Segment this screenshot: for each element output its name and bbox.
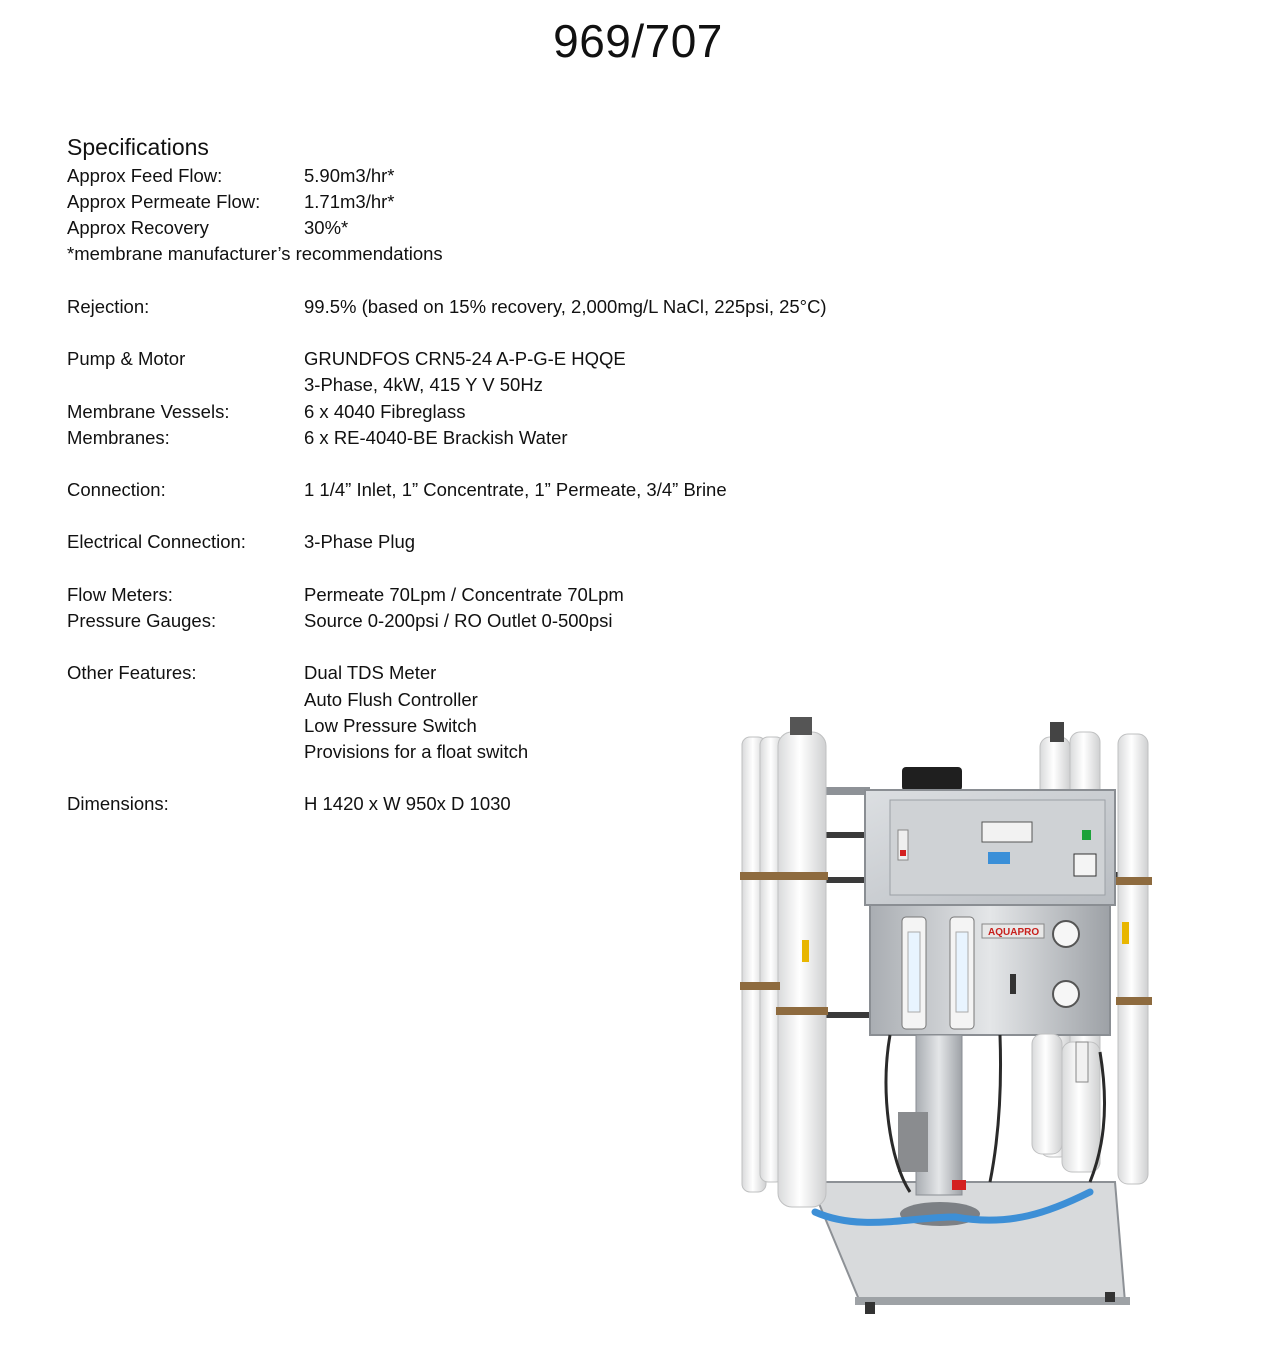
- aquapro-logo: AQUAPRO: [988, 927, 1040, 938]
- spec-label: Approx Permeate Flow:: [67, 191, 261, 212]
- spec-value: 30%*: [304, 217, 349, 238]
- membranes-value: 6 x RE-4040-BE Brackish Water: [304, 427, 568, 448]
- dimensions-label: Dimensions:: [67, 793, 169, 814]
- spec-label: Approx Feed Flow:: [67, 165, 223, 186]
- pump-electrical: 3-Phase, 4kW, 415 Y V 50Hz: [304, 374, 543, 395]
- pump-model: GRUNDFOS CRN5-24 A-P-G-E HQQE: [304, 348, 626, 369]
- vessels-value: 6 x 4040 Fibreglass: [304, 401, 466, 422]
- membranes-label: Membranes:: [67, 427, 170, 448]
- base-frame: [810, 1182, 1130, 1314]
- rejection-label: Rejection:: [67, 296, 150, 317]
- spec-footnote: *membrane manufacturer’s recommendations: [67, 243, 443, 264]
- ro-unit-photo: [730, 712, 1160, 1322]
- gauge-panel: [870, 905, 1110, 1035]
- feature-item: Dual TDS Meter: [304, 662, 437, 683]
- page-title: 969/707: [553, 15, 723, 67]
- lower-vessels-right: [1032, 1034, 1100, 1172]
- flow-meters-label: Flow Meters:: [67, 584, 173, 605]
- electrical-value: 3-Phase Plug: [304, 531, 416, 552]
- connection-label: Connection:: [67, 479, 166, 500]
- feature-item: Provisions for a float switch: [304, 741, 529, 762]
- feature-item: Auto Flush Controller: [304, 689, 478, 710]
- rejection-value: 99.5% (based on 15% recovery, 2,000mg/L NaCl, 225psi, 25°C): [304, 296, 827, 317]
- spec-value: 1.71m3/hr*: [304, 191, 395, 212]
- feature-item: Low Pressure Switch: [304, 715, 477, 736]
- dimensions-value: H 1420 x W 950x D 1030: [304, 793, 511, 814]
- electrical-label: Electrical Connection:: [67, 531, 246, 552]
- specifications-heading: Specifications: [67, 134, 209, 160]
- pump-label: Pump & Motor: [67, 348, 186, 369]
- spec-label: Approx Recovery: [67, 217, 209, 238]
- flow-meters-value: Permeate 70Lpm / Concentrate 70Lpm: [304, 584, 624, 605]
- vessels-label: Membrane Vessels:: [67, 401, 230, 422]
- gauges-label: Pressure Gauges:: [67, 610, 217, 631]
- membrane-vessels-left: [740, 717, 828, 1207]
- spec-value: 5.90m3/hr*: [304, 165, 395, 186]
- features-label: Other Features:: [67, 662, 197, 683]
- connection-value: 1 1/4” Inlet, 1” Concentrate, 1” Permeate, 3/4” Brine: [304, 479, 727, 500]
- gauges-value: Source 0-200psi / RO Outlet 0-500psi: [304, 610, 613, 631]
